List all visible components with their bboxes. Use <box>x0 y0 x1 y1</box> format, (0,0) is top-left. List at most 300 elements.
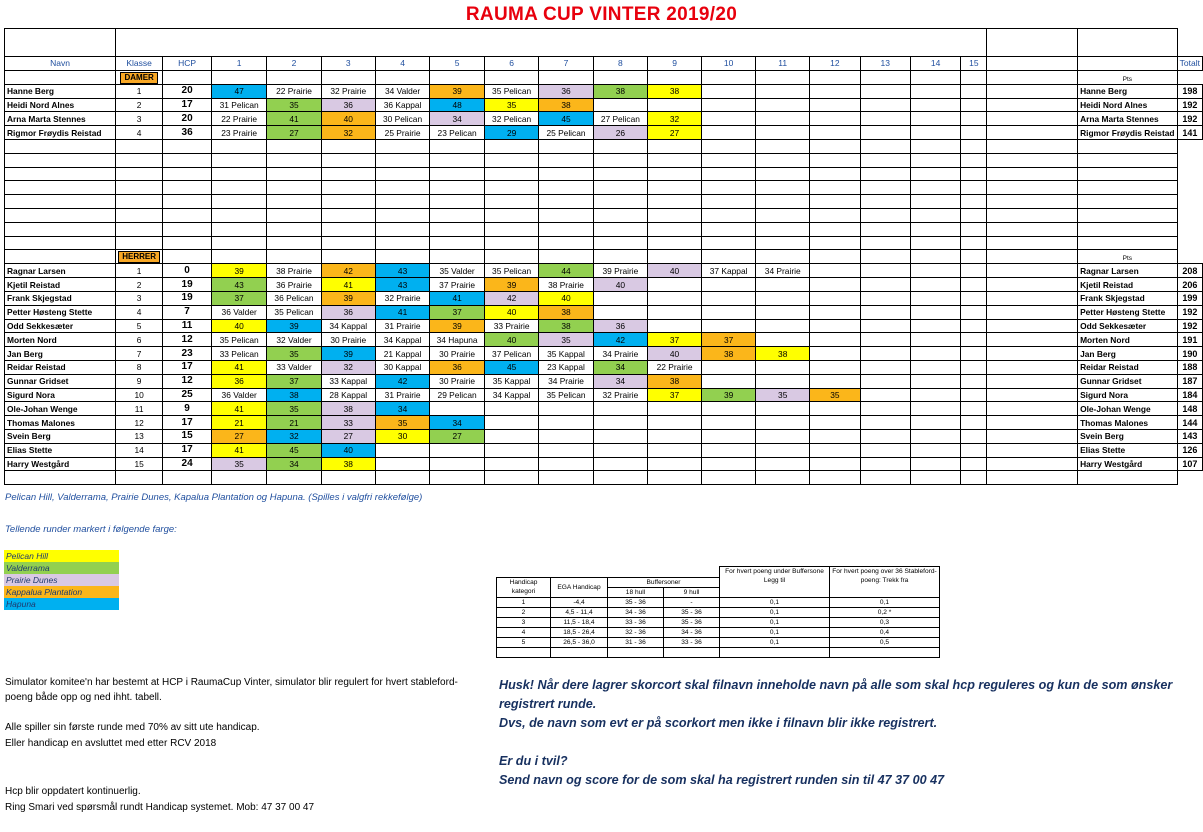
round-empty <box>648 319 702 333</box>
player-total: 198 <box>1177 84 1202 98</box>
header-round: 5 <box>430 57 485 71</box>
blank-cell <box>163 208 212 222</box>
round-score: 32 Pelican <box>484 112 538 126</box>
blank-cell <box>987 402 1078 416</box>
blank-cell <box>810 153 860 167</box>
round-score: 32 <box>321 126 375 140</box>
blank-cell <box>212 139 267 153</box>
hcp-cell: 18,5 - 26,4 <box>551 627 608 637</box>
blank-cell <box>212 208 267 222</box>
blank-cell <box>212 236 267 250</box>
round-score: 39 <box>321 347 375 361</box>
blank-cell <box>961 236 987 250</box>
round-score: 40 <box>484 305 538 319</box>
round-empty <box>702 278 756 292</box>
round-empty <box>910 374 960 388</box>
player-name: Gunnar Gridset <box>5 374 116 388</box>
player-klasse: 7 <box>116 347 163 361</box>
blank-cell <box>702 222 756 236</box>
player-hcp: 25 <box>163 388 212 402</box>
blank-cell <box>321 222 375 236</box>
round-empty <box>961 319 987 333</box>
table-row <box>5 360 1203 374</box>
blank-cell <box>212 222 267 236</box>
blank-cell <box>756 181 810 195</box>
round-score: 34 Prairie <box>539 374 593 388</box>
round-empty <box>860 374 910 388</box>
player-klasse: 13 <box>116 429 163 443</box>
player-name-right: Odd Sekkesæter <box>1078 319 1178 333</box>
round-score: 39 <box>484 278 538 292</box>
round-score: 29 Pelican <box>430 388 485 402</box>
table-row <box>5 402 1203 416</box>
player-name: Harry Westgård <box>5 457 116 471</box>
blank-cell <box>987 195 1078 209</box>
round-empty <box>756 360 810 374</box>
round-score: 47 <box>212 84 267 98</box>
blank-cell <box>5 208 116 222</box>
header-round: 2 <box>267 57 321 71</box>
blank-cell <box>860 222 910 236</box>
blank-cell <box>860 181 910 195</box>
table-row <box>5 416 1203 430</box>
round-empty <box>810 291 860 305</box>
blank-cell <box>430 167 485 181</box>
blank-cell <box>484 236 538 250</box>
blank-cell <box>212 70 267 84</box>
blank-cell <box>539 222 593 236</box>
blank-cell <box>321 167 375 181</box>
blank-cell <box>961 70 987 84</box>
blank-cell <box>810 167 860 181</box>
round-score: 22 Prairie <box>267 84 321 98</box>
round-empty <box>702 457 756 471</box>
round-score: 34 Prairie <box>756 264 810 278</box>
round-score: 34 Kappal <box>484 388 538 402</box>
courses-note: Pelican Hill, Valderrama, Prairie Dunes, Kapalua Plantation og Hapuna. (Spilles i valgfri rekkefølge) <box>5 492 423 503</box>
results-table <box>4 28 1203 485</box>
round-empty <box>484 457 538 471</box>
round-empty <box>910 305 960 319</box>
round-score: 43 <box>212 278 267 292</box>
round-score: 33 Prairie <box>484 319 538 333</box>
round-empty <box>648 443 702 457</box>
hcp-cell: 0,1 <box>830 597 940 607</box>
blank-cell <box>987 443 1078 457</box>
round-empty <box>810 98 860 112</box>
round-empty <box>484 443 538 457</box>
blank-cell <box>987 181 1078 195</box>
round-empty <box>860 360 910 374</box>
round-empty <box>648 291 702 305</box>
player-name-right: Kjetil Reistad <box>1078 278 1178 292</box>
round-score: 41 <box>267 112 321 126</box>
round-empty <box>961 305 987 319</box>
blank-cell <box>810 222 860 236</box>
player-name: Ragnar Larsen <box>5 264 116 278</box>
blank-cell <box>484 139 538 153</box>
round-score: 40 <box>212 319 267 333</box>
hcp-9-header: 9 hull <box>664 587 720 597</box>
blank-cell <box>910 139 960 153</box>
blank-cell <box>810 208 860 222</box>
table-row <box>5 429 1203 443</box>
blank-cell <box>267 139 321 153</box>
blank-cell <box>321 70 375 84</box>
round-score: 23 Prairie <box>212 126 267 140</box>
left-text-1: Simulator komitee'n har bestemt at HCP i RaumaCup Vinter, simulator blir regulert for hvert stableford-poeng både opp og ned ihht. tabell. <box>5 677 458 703</box>
hcp-cell: 31 - 36 <box>608 637 664 647</box>
player-name-right: Arna Marta Stennes <box>1078 112 1178 126</box>
blank-cell <box>702 153 756 167</box>
round-score: 40 <box>539 291 593 305</box>
blank-cell <box>702 250 756 264</box>
player-name-right: Jan Berg <box>1078 347 1178 361</box>
blank-cell <box>375 139 429 153</box>
round-empty <box>860 402 910 416</box>
table-row <box>5 264 1203 278</box>
blank-cell <box>860 471 910 485</box>
round-score: 41 <box>212 360 267 374</box>
round-empty <box>648 429 702 443</box>
round-score: 39 <box>702 388 756 402</box>
blank-cell <box>116 195 163 209</box>
blank-cell <box>702 236 756 250</box>
blank-cell <box>1078 195 1178 209</box>
round-empty <box>910 112 960 126</box>
blank-cell <box>5 471 116 485</box>
hcp-cell: 35 - 36 <box>608 597 664 607</box>
round-empty <box>702 360 756 374</box>
round-empty <box>702 319 756 333</box>
table-row <box>5 98 1203 112</box>
round-score: 30 Prairie <box>430 374 485 388</box>
round-score: 31 Pelican <box>212 98 267 112</box>
round-score: 40 <box>321 112 375 126</box>
round-score: 37 <box>648 388 702 402</box>
round-score: 33 Pelican <box>212 347 267 361</box>
hcp-cell: - <box>664 597 720 607</box>
round-empty <box>648 402 702 416</box>
round-score: 43 <box>375 264 429 278</box>
blank-cell <box>987 264 1078 278</box>
table-row <box>5 333 1203 347</box>
round-score: 45 <box>484 360 538 374</box>
player-hcp: 17 <box>163 416 212 430</box>
round-score: 37 Pelican <box>484 347 538 361</box>
blank-cell <box>961 181 987 195</box>
header-total: Totalt <box>1177 57 1202 71</box>
player-klasse: 3 <box>116 112 163 126</box>
round-empty <box>961 126 987 140</box>
round-empty <box>702 402 756 416</box>
blank-cell <box>539 471 593 485</box>
round-score: 30 Kappal <box>375 360 429 374</box>
player-klasse: 11 <box>116 402 163 416</box>
player-klasse: 2 <box>116 98 163 112</box>
round-empty <box>860 98 910 112</box>
blank-cell <box>987 250 1078 264</box>
round-score: 34 Kappal <box>375 333 429 347</box>
round-empty <box>910 416 960 430</box>
blank-cell <box>321 208 375 222</box>
blank-cell <box>163 236 212 250</box>
blank-cell <box>116 236 163 250</box>
blank-cell <box>987 112 1078 126</box>
round-score: 40 <box>321 443 375 457</box>
round-empty <box>860 84 910 98</box>
header-name: Navn <box>5 57 116 71</box>
blank-cell <box>593 250 647 264</box>
blank-cell <box>987 416 1078 430</box>
legend-item: Hapuna <box>4 598 119 610</box>
player-total: 192 <box>1177 98 1202 112</box>
blank-cell <box>810 70 860 84</box>
player-klasse: 2 <box>116 278 163 292</box>
header-round: 8 <box>593 57 647 71</box>
blank-cell <box>987 278 1078 292</box>
round-empty <box>961 374 987 388</box>
blank-cell <box>484 167 538 181</box>
blank-cell <box>648 195 702 209</box>
blank-cell <box>987 70 1078 84</box>
blank-cell <box>539 167 593 181</box>
hcp-ega-header: EGA Handicap <box>551 577 608 597</box>
blank-cell <box>810 181 860 195</box>
blank-cell <box>163 167 212 181</box>
round-empty <box>961 278 987 292</box>
hcp-blank <box>497 647 551 657</box>
blank-cell <box>5 181 116 195</box>
blank-cell <box>116 208 163 222</box>
hcp-blank <box>608 647 664 657</box>
round-empty <box>702 416 756 430</box>
round-empty <box>702 443 756 457</box>
round-score: 38 <box>321 402 375 416</box>
round-score: 35 Valder <box>430 264 485 278</box>
round-empty <box>593 416 647 430</box>
blank-cell <box>539 236 593 250</box>
blank-cell <box>910 236 960 250</box>
player-name-right: Reidar Reistad <box>1078 360 1178 374</box>
hcp-cell: 1 <box>497 597 551 607</box>
blank-cell <box>539 250 593 264</box>
blank-cell <box>987 236 1078 250</box>
blank-cell <box>1078 222 1178 236</box>
player-hcp: 20 <box>163 112 212 126</box>
blank-cell <box>163 181 212 195</box>
round-empty <box>910 126 960 140</box>
round-score: 42 <box>321 264 375 278</box>
round-empty <box>961 347 987 361</box>
table-row <box>5 374 1203 388</box>
blank-cell <box>484 195 538 209</box>
player-total: 107 <box>1177 457 1202 471</box>
blank-cell <box>593 471 647 485</box>
blank-cell <box>163 195 212 209</box>
round-score: 44 <box>539 264 593 278</box>
round-score: 34 <box>430 112 485 126</box>
hcp-cell: 26,5 - 36,0 <box>551 637 608 647</box>
blank-cell <box>116 471 163 485</box>
round-score: 36 <box>321 98 375 112</box>
player-name: Morten Nord <box>5 333 116 347</box>
blank-cell <box>430 250 485 264</box>
blank-cell <box>987 153 1078 167</box>
header-round: 6 <box>484 57 538 71</box>
hcp-cell: 0,1 <box>720 607 830 617</box>
blank-cell <box>163 471 212 485</box>
player-name: Odd Sekkesæter <box>5 319 116 333</box>
round-score: 36 Prairie <box>267 278 321 292</box>
round-score: 32 <box>321 360 375 374</box>
player-total: 126 <box>1177 443 1202 457</box>
round-score: 35 <box>539 333 593 347</box>
player-total: 148 <box>1177 402 1202 416</box>
hcp-cell: 4,5 - 11,4 <box>551 607 608 617</box>
round-empty <box>702 429 756 443</box>
header-round: 3 <box>321 57 375 71</box>
blank-cell <box>593 181 647 195</box>
blank-cell <box>702 208 756 222</box>
round-score: 38 <box>593 84 647 98</box>
round-empty <box>593 457 647 471</box>
player-klasse: 1 <box>116 264 163 278</box>
round-score: 23 Kappal <box>539 360 593 374</box>
player-total: 141 <box>1177 126 1202 140</box>
round-score: 36 <box>321 305 375 319</box>
blank-cell <box>267 181 321 195</box>
blank-cell <box>810 250 860 264</box>
info-line-4: Send navn og score for de som skal ha registrert runden sin til 47 37 00 47 <box>499 773 945 787</box>
blank-cell <box>810 195 860 209</box>
player-total: 184 <box>1177 388 1202 402</box>
table-row <box>5 291 1203 305</box>
round-score: 41 <box>212 402 267 416</box>
round-empty <box>810 126 860 140</box>
round-score: 28 Kappal <box>321 388 375 402</box>
round-empty <box>961 429 987 443</box>
table-row <box>5 443 1203 457</box>
round-score: 25 Prairie <box>375 126 429 140</box>
blank-cell <box>212 250 267 264</box>
round-score: 41 <box>430 291 485 305</box>
player-name-right: Svein Berg <box>1078 429 1178 443</box>
round-empty <box>860 443 910 457</box>
round-empty <box>910 84 960 98</box>
player-name: Reidar Reistad <box>5 360 116 374</box>
blank-cell <box>212 181 267 195</box>
round-empty <box>961 264 987 278</box>
table-row <box>5 319 1203 333</box>
round-score: 27 Pelican <box>593 112 647 126</box>
section-label-cell <box>116 250 163 264</box>
round-empty <box>961 84 987 98</box>
round-score: 35 Pelican <box>267 305 321 319</box>
top-blank <box>5 29 116 57</box>
blank-cell <box>910 167 960 181</box>
blank-cell <box>375 167 429 181</box>
round-empty <box>756 457 810 471</box>
blank-cell <box>116 139 163 153</box>
blank-cell <box>212 167 267 181</box>
legend-item: Pelican Hill <box>4 550 119 562</box>
blank-cell <box>430 471 485 485</box>
hcp-cell: 35 - 36 <box>664 607 720 617</box>
player-klasse: 5 <box>116 319 163 333</box>
round-empty <box>756 305 810 319</box>
blank-cell <box>430 195 485 209</box>
round-empty <box>593 429 647 443</box>
blank-cell <box>267 208 321 222</box>
blank-cell <box>163 250 212 264</box>
blank-cell <box>648 139 702 153</box>
legend-item: Valderrama <box>4 562 119 574</box>
round-score: 35 <box>375 416 429 430</box>
player-total: 143 <box>1177 429 1202 443</box>
blank-cell <box>987 222 1078 236</box>
blank-cell <box>860 250 910 264</box>
hcp-blank <box>830 647 940 657</box>
round-empty <box>810 360 860 374</box>
round-empty <box>702 374 756 388</box>
player-klasse: 9 <box>116 374 163 388</box>
blank-cell <box>756 153 810 167</box>
blank-cell <box>702 167 756 181</box>
round-empty <box>961 443 987 457</box>
blank-cell <box>648 208 702 222</box>
round-empty <box>539 416 593 430</box>
blank-cell <box>987 291 1078 305</box>
round-score: 29 <box>484 126 538 140</box>
blank-cell <box>539 70 593 84</box>
blank-cell <box>756 236 810 250</box>
header-round: 9 <box>648 57 702 71</box>
blank-cell <box>910 208 960 222</box>
player-name-right: Sigurd Nora <box>1078 388 1178 402</box>
round-score: 38 <box>756 347 810 361</box>
round-empty <box>810 347 860 361</box>
round-score: 35 Pelican <box>212 333 267 347</box>
hcp-blank <box>720 647 830 657</box>
header-blank <box>1078 57 1178 71</box>
blank-cell <box>756 471 810 485</box>
blank-cell <box>702 70 756 84</box>
player-name-right: Thomas Malones <box>1078 416 1178 430</box>
round-empty <box>961 416 987 430</box>
round-empty <box>593 98 647 112</box>
round-empty <box>539 429 593 443</box>
round-empty <box>860 291 910 305</box>
player-name: Ole-Johan Wenge <box>5 402 116 416</box>
blank-cell <box>910 195 960 209</box>
round-empty <box>810 429 860 443</box>
player-hcp: 15 <box>163 429 212 443</box>
blank-cell <box>375 70 429 84</box>
round-empty <box>810 305 860 319</box>
blank-cell <box>593 222 647 236</box>
round-empty <box>484 402 538 416</box>
player-hcp: 20 <box>163 84 212 98</box>
round-score: 42 <box>375 374 429 388</box>
blank-cell <box>961 139 987 153</box>
round-empty <box>484 416 538 430</box>
round-score: 27 <box>430 429 485 443</box>
player-hcp: 12 <box>163 374 212 388</box>
round-score: 35 <box>212 457 267 471</box>
round-score: 35 Pelican <box>484 264 538 278</box>
blank-cell <box>910 222 960 236</box>
